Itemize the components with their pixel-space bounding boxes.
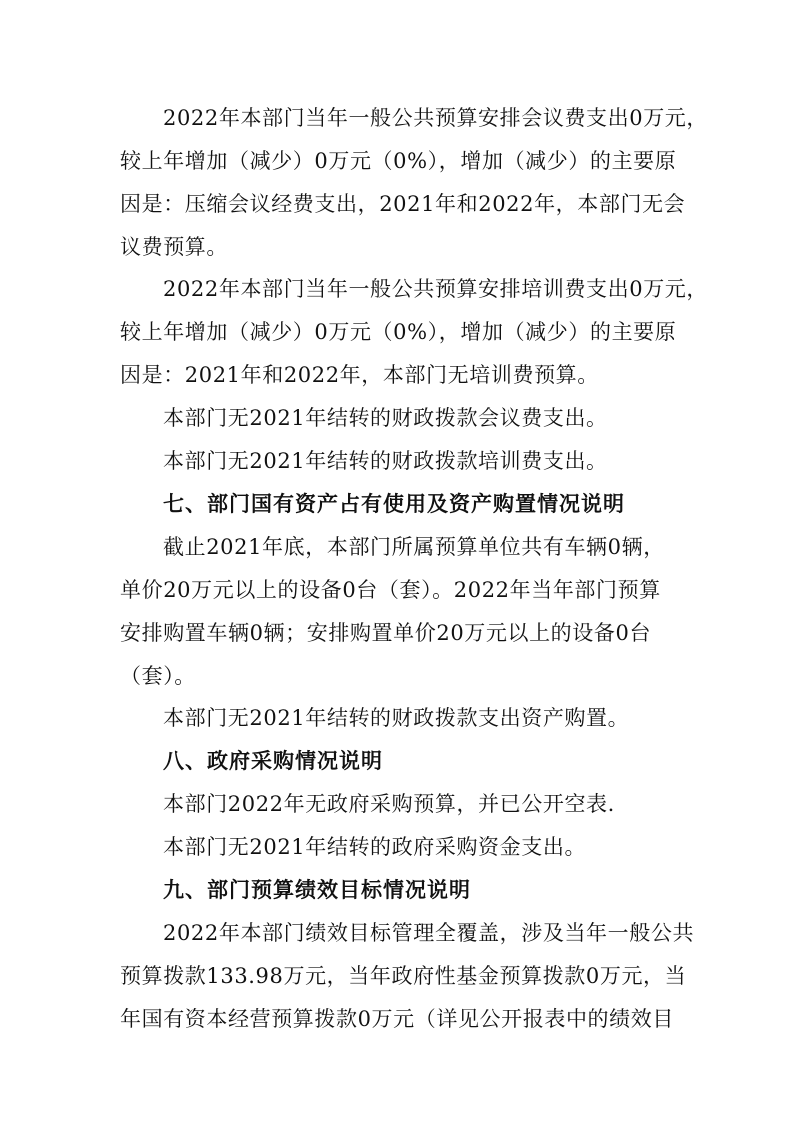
- carryover-procurement-paragraph: 本部门无2021年结转的政府采购资金支出。: [163, 835, 587, 859]
- assets-paragraph-line-3: 安排购置车辆0辆；安排购置单价20万元以上的设备0台: [120, 621, 652, 645]
- section-heading-7: 七、部门国有资产占有使用及资产购置情况说明: [163, 492, 625, 516]
- carryover-assets-paragraph: 本部门无2021年结转的财政拨款支出资产购置。: [163, 706, 630, 730]
- performance-paragraph-line-1: 2022年本部门绩效目标管理全覆盖，涉及当年一般公共: [163, 921, 695, 945]
- training-fee-paragraph-line-1: 2022年本部门当年一般公共预算安排培训费支出0万元，: [163, 277, 709, 301]
- meeting-fee-paragraph-line-1: 2022年本部门当年一般公共预算安排会议费支出0万元，: [163, 106, 709, 130]
- assets-paragraph-line-1: 截止2021年底，本部门所属预算单位共有车辆0辆，: [163, 535, 665, 559]
- carryover-meeting-paragraph: 本部门无2021年结转的财政拨款会议费支出。: [163, 406, 608, 430]
- training-fee-paragraph-line-2: 较上年增加（减少）0万元（0%），增加（减少）的主要原: [120, 320, 677, 344]
- meeting-fee-paragraph-line-2: 较上年增加（减少）0万元（0%），增加（减少）的主要原: [120, 149, 677, 173]
- meeting-fee-paragraph-line-3: 因是：压缩会议经费支出，2021年和2022年，本部门无会: [120, 192, 686, 216]
- meeting-fee-paragraph-line-4: 议费预算。: [120, 235, 228, 259]
- training-fee-paragraph-line-3: 因是：2021年和2022年，本部门无培训费预算。: [120, 363, 599, 387]
- performance-paragraph-line-2: 预算拨款133.98万元，当年政府性基金预算拨款0万元，当: [120, 964, 687, 988]
- procurement-paragraph: 本部门2022年无政府采购预算，并已公开空表.: [163, 792, 615, 816]
- assets-paragraph-line-2: 单价20万元以上的设备0台（套）。2022年当年部门预算: [120, 578, 661, 602]
- section-heading-9: 九、部门预算绩效目标情况说明: [163, 878, 471, 902]
- assets-paragraph-line-4: （套）。: [120, 664, 196, 688]
- section-heading-8: 八、政府采购情况说明: [163, 749, 383, 773]
- carryover-training-paragraph: 本部门无2021年结转的财政拨款培训费支出。: [163, 449, 608, 473]
- performance-paragraph-line-3: 年国有资本经营预算拨款0万元（详见公开报表中的绩效目: [120, 1007, 674, 1031]
